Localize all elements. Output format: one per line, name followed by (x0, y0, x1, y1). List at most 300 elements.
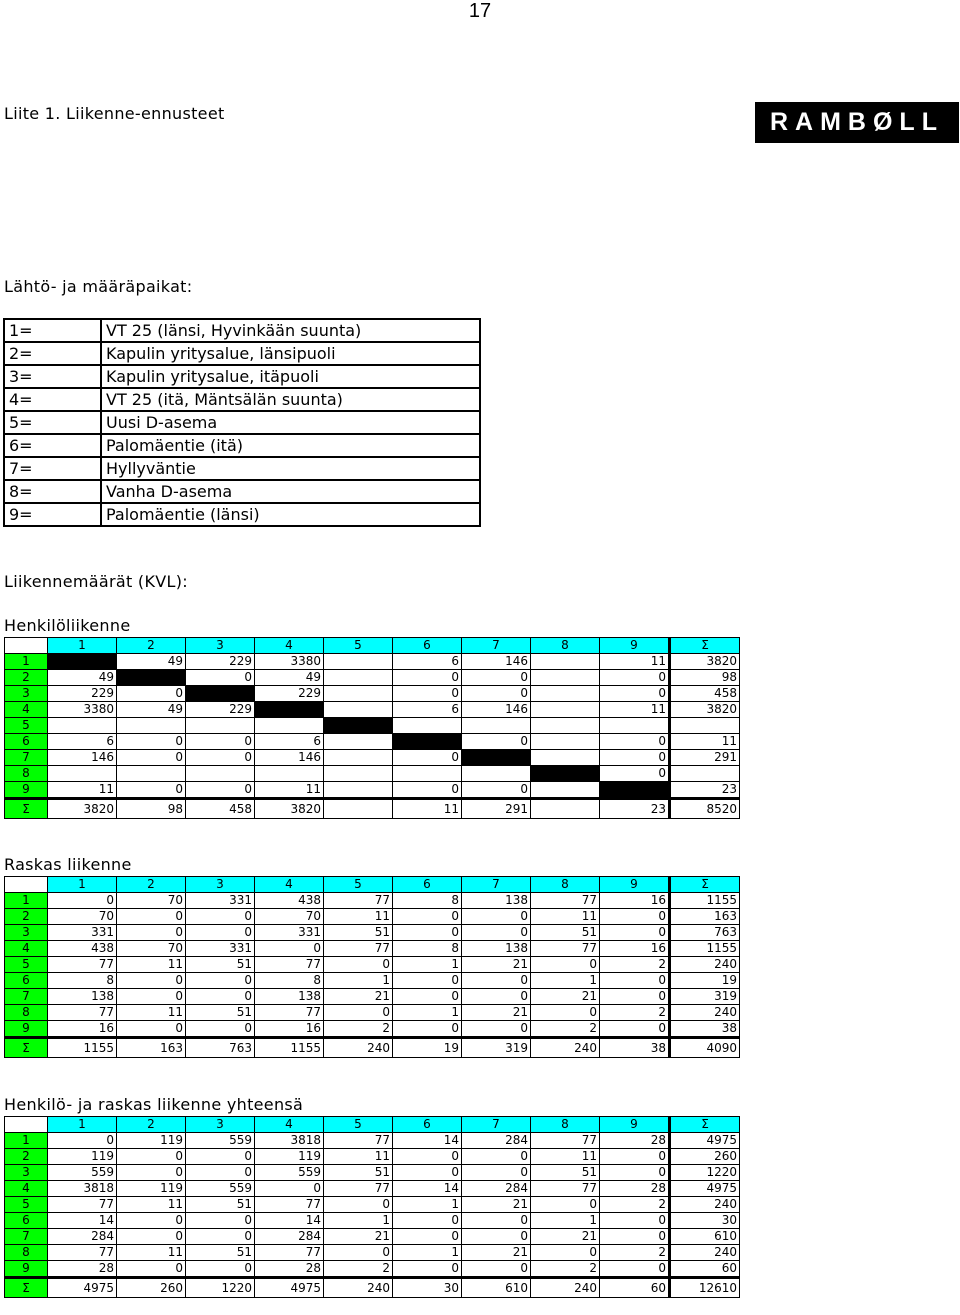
matrix-cell: 49 (117, 654, 186, 670)
matrix-cell: 1 (531, 973, 600, 989)
matrix-cell: 21 (462, 957, 531, 973)
zone-name: Palomäentie (länsi) (101, 503, 480, 526)
matrix-row (5, 1229, 740, 1245)
od-zone-table (3, 318, 481, 527)
matrix-cell: 331 (186, 893, 255, 909)
column-header: Σ (670, 877, 740, 893)
matrix-cell: 0 (600, 1213, 670, 1229)
matrix-cell: 6 (393, 654, 462, 670)
matrix-cell: 0 (600, 670, 670, 686)
matrix-cell: 16 (255, 1021, 324, 1038)
matrix-cell: 11 (600, 702, 670, 718)
matrix-row (5, 925, 740, 941)
matrix-cell: 559 (48, 1165, 117, 1181)
matrix-cell: 0 (600, 1261, 670, 1278)
matrix-cell: 77 (531, 893, 600, 909)
matrix-cell (393, 718, 462, 734)
matrix-cell: 0 (600, 1021, 670, 1038)
diagonal-cell (531, 766, 600, 782)
matrix-cell: 2 (531, 1261, 600, 1278)
matrix-row (5, 1005, 740, 1021)
sum-cell: 291 (462, 799, 531, 819)
row-label: 9 (5, 1261, 48, 1278)
matrix-cell: 11 (670, 734, 740, 750)
matrix-row (5, 1197, 740, 1213)
column-header: 2 (117, 1117, 186, 1133)
matrix-row (5, 1133, 740, 1149)
matrix-cell: 14 (393, 1181, 462, 1197)
matrix-cell (670, 718, 740, 734)
matrix-cell: 0 (186, 1149, 255, 1165)
matrix-cell: 1 (393, 1197, 462, 1213)
row-label: 5 (5, 1197, 48, 1213)
matrix-cell: 1 (393, 1245, 462, 1261)
matrix-cell (48, 718, 117, 734)
matrix-cell: 11 (117, 1005, 186, 1021)
matrix-cell: 0 (462, 973, 531, 989)
matrix-cell: 0 (393, 1021, 462, 1038)
matrix-cell: 14 (255, 1213, 324, 1229)
matrix-cell: 1 (324, 973, 393, 989)
matrix-cell: 0 (186, 782, 255, 799)
row-label: 3 (5, 925, 48, 941)
appendix-title: Liite 1. Liikenne-ennusteet (4, 104, 225, 123)
matrix-cell: 11 (117, 1197, 186, 1213)
zone-number: 7= (4, 457, 101, 480)
matrix-cell: 284 (462, 1133, 531, 1149)
matrix-cell: 2 (531, 1021, 600, 1038)
matrix-cell: 77 (255, 1245, 324, 1261)
matrix-cell (117, 718, 186, 734)
car-traffic-matrix (4, 637, 740, 819)
matrix-cell: 4975 (670, 1181, 740, 1197)
matrix-corner (5, 877, 48, 893)
matrix-cell: 0 (117, 973, 186, 989)
matrix-cell: 77 (531, 941, 600, 957)
matrix-cell: 458 (670, 686, 740, 702)
matrix-cell: 0 (186, 1213, 255, 1229)
matrix-cell: 0 (117, 925, 186, 941)
matrix-cell: 2 (600, 1245, 670, 1261)
row-label: 4 (5, 941, 48, 957)
matrix-cell (531, 686, 600, 702)
matrix-cell: 51 (324, 925, 393, 941)
matrix-cell: 229 (255, 686, 324, 702)
sum-cell: 4090 (670, 1038, 740, 1058)
diagonal-cell (48, 654, 117, 670)
matrix-cell: 51 (186, 1197, 255, 1213)
matrix-cell: 0 (186, 1165, 255, 1181)
volumes-heading: Liikennemäärät (KVL): (4, 572, 188, 591)
zone-number: 1= (4, 319, 101, 342)
matrix-cell: 49 (117, 702, 186, 718)
od-row (4, 503, 480, 526)
matrix-cell: 0 (462, 1229, 531, 1245)
column-header: 9 (600, 877, 670, 893)
matrix-cell: 229 (186, 654, 255, 670)
matrix-cell (255, 718, 324, 734)
page-number: 17 (468, 0, 492, 22)
matrix-cell: 0 (186, 973, 255, 989)
matrix-cell (600, 718, 670, 734)
zone-name: Uusi D-asema (101, 411, 480, 434)
matrix-cell (255, 766, 324, 782)
sum-cell: 260 (117, 1278, 186, 1298)
column-header: 4 (255, 1117, 324, 1133)
row-label: 2 (5, 670, 48, 686)
sum-cell: 3820 (255, 799, 324, 819)
matrix-cell: 0 (531, 1197, 600, 1213)
matrix-row (5, 702, 740, 718)
matrix-cell: 0 (393, 925, 462, 941)
zone-name: VT 25 (länsi, Hyvinkään suunta) (101, 319, 480, 342)
matrix-cell: 0 (462, 1021, 531, 1038)
matrix-cell: 0 (600, 750, 670, 766)
matrix-cell: 60 (670, 1261, 740, 1278)
sum-cell: 19 (393, 1038, 462, 1058)
matrix-cell: 240 (670, 957, 740, 973)
column-header: 4 (255, 638, 324, 654)
matrix-cell: 0 (117, 1261, 186, 1278)
column-header: 7 (462, 638, 531, 654)
matrix-cell: 0 (117, 1229, 186, 1245)
matrix-cell: 3380 (255, 654, 324, 670)
zone-number: 8= (4, 480, 101, 503)
matrix-cell: 0 (186, 989, 255, 1005)
matrix-cell: 8 (255, 973, 324, 989)
matrix-cell (324, 734, 393, 750)
matrix-cell: 30 (670, 1213, 740, 1229)
matrix-cell: 28 (600, 1181, 670, 1197)
matrix-cell: 0 (600, 925, 670, 941)
zone-name: Kapulin yritysalue, länsipuoli (101, 342, 480, 365)
matrix-cell: 77 (48, 957, 117, 973)
matrix-cell: 163 (670, 909, 740, 925)
matrix-cell (324, 654, 393, 670)
matrix-cell: 3818 (48, 1181, 117, 1197)
od-row (4, 434, 480, 457)
matrix-cell: 77 (255, 1005, 324, 1021)
matrix-cell: 0 (393, 973, 462, 989)
matrix-row (5, 1181, 740, 1197)
matrix-row (5, 1149, 740, 1165)
matrix-row (5, 718, 740, 734)
matrix-cell: 1 (531, 1213, 600, 1229)
matrix-cell: 0 (186, 909, 255, 925)
sum-cell: 4975 (48, 1278, 117, 1298)
heavy-traffic-matrix (4, 876, 740, 1058)
row-label: 8 (5, 1005, 48, 1021)
matrix-cell: 610 (670, 1229, 740, 1245)
matrix-cell: 0 (117, 782, 186, 799)
matrix-cell: 0 (600, 909, 670, 925)
matrix-cell: 2 (324, 1261, 393, 1278)
column-header: 6 (393, 877, 462, 893)
matrix-cell: 0 (531, 1005, 600, 1021)
matrix-cell: 77 (531, 1181, 600, 1197)
column-header: 3 (186, 877, 255, 893)
matrix-cell: 0 (462, 989, 531, 1005)
matrix-cell: 1 (324, 1213, 393, 1229)
matrix-cell: 0 (393, 909, 462, 925)
matrix-cell: 146 (462, 702, 531, 718)
matrix-cell: 2 (324, 1021, 393, 1038)
sum-cell: 98 (117, 799, 186, 819)
matrix-cell: 0 (186, 1021, 255, 1038)
matrix-cell: 16 (600, 893, 670, 909)
matrix-cell: 6 (393, 702, 462, 718)
matrix-cell: 21 (324, 989, 393, 1005)
matrix-cell (324, 686, 393, 702)
matrix-cell (670, 766, 740, 782)
od-row (4, 342, 480, 365)
matrix-cell: 0 (462, 1149, 531, 1165)
od-row (4, 365, 480, 388)
sum-cell: 11 (393, 799, 462, 819)
matrix-cell: 0 (186, 734, 255, 750)
sum-cell: 12610 (670, 1278, 740, 1298)
sum-cell: 610 (462, 1278, 531, 1298)
matrix-cell: 0 (255, 1181, 324, 1197)
matrix-cell: 3380 (48, 702, 117, 718)
column-header: 1 (48, 877, 117, 893)
matrix-cell: 77 (324, 1181, 393, 1197)
car-traffic-title: Henkilöliikenne (4, 616, 131, 635)
matrix-cell: 559 (255, 1165, 324, 1181)
matrix-cell: 119 (117, 1133, 186, 1149)
matrix-cell: 77 (324, 893, 393, 909)
matrix-cell: 51 (186, 1245, 255, 1261)
ramboll-logo: RAMBØLL (755, 102, 959, 143)
zone-number: 2= (4, 342, 101, 365)
matrix-cell: 0 (117, 1149, 186, 1165)
column-header: 2 (117, 638, 186, 654)
matrix-cell: 438 (48, 941, 117, 957)
zone-name: Hyllyväntie (101, 457, 480, 480)
matrix-cell: 77 (324, 1133, 393, 1149)
od-heading: Lähtö- ja määräpaikat: (4, 277, 193, 296)
column-header: 7 (462, 877, 531, 893)
column-header: 2 (117, 877, 186, 893)
matrix-cell: 0 (393, 1229, 462, 1245)
matrix-cell: 0 (600, 1149, 670, 1165)
sum-row (5, 1038, 740, 1058)
sum-cell: 163 (117, 1038, 186, 1058)
matrix-cell (531, 702, 600, 718)
matrix-cell: 0 (117, 686, 186, 702)
matrix-cell: 331 (48, 925, 117, 941)
matrix-cell: 6 (48, 734, 117, 750)
diagonal-cell (393, 734, 462, 750)
matrix-cell: 319 (670, 989, 740, 1005)
sum-cell: 4975 (255, 1278, 324, 1298)
matrix-cell: 284 (48, 1229, 117, 1245)
matrix-cell: 3820 (670, 702, 740, 718)
matrix-cell: 229 (48, 686, 117, 702)
matrix-cell: 49 (255, 670, 324, 686)
matrix-cell: 0 (324, 1005, 393, 1021)
column-header: 4 (255, 877, 324, 893)
matrix-cell: 2 (600, 957, 670, 973)
matrix-cell: 21 (531, 1229, 600, 1245)
matrix-cell: 0 (462, 686, 531, 702)
row-label: 4 (5, 1181, 48, 1197)
matrix-cell (531, 654, 600, 670)
od-row (4, 411, 480, 434)
matrix-cell: 0 (393, 782, 462, 799)
matrix-cell: 0 (462, 670, 531, 686)
sum-cell: 1220 (186, 1278, 255, 1298)
zone-number: 4= (4, 388, 101, 411)
matrix-cell: 0 (117, 989, 186, 1005)
matrix-cell: 284 (255, 1229, 324, 1245)
diagonal-cell (324, 718, 393, 734)
matrix-cell: 0 (393, 1261, 462, 1278)
matrix-cell: 138 (462, 893, 531, 909)
matrix-cell: 11 (255, 782, 324, 799)
sum-cell: 319 (462, 1038, 531, 1058)
matrix-cell: 0 (600, 1229, 670, 1245)
matrix-cell (324, 750, 393, 766)
matrix-cell (531, 750, 600, 766)
od-row (4, 457, 480, 480)
matrix-cell: 16 (48, 1021, 117, 1038)
matrix-cell: 51 (186, 1005, 255, 1021)
matrix-cell: 70 (117, 941, 186, 957)
matrix-cell: 11 (531, 909, 600, 925)
matrix-cell: 11 (324, 909, 393, 925)
matrix-cell: 0 (462, 782, 531, 799)
matrix-cell: 0 (186, 1261, 255, 1278)
row-label: 2 (5, 1149, 48, 1165)
matrix-cell: 0 (186, 1229, 255, 1245)
sum-label: Σ (5, 1278, 48, 1298)
sum-label: Σ (5, 799, 48, 819)
matrix-cell (531, 718, 600, 734)
matrix-cell: 77 (255, 957, 324, 973)
matrix-cell: 229 (186, 702, 255, 718)
column-header: 8 (531, 1117, 600, 1133)
matrix-cell: 0 (393, 1149, 462, 1165)
sum-cell (324, 799, 393, 819)
matrix-cell: 1 (393, 1005, 462, 1021)
matrix-corner (5, 1117, 48, 1133)
matrix-cell (531, 670, 600, 686)
column-header: 8 (531, 638, 600, 654)
matrix-cell: 19 (670, 973, 740, 989)
matrix-cell: 70 (255, 909, 324, 925)
zone-number: 9= (4, 503, 101, 526)
column-header: 9 (600, 638, 670, 654)
matrix-cell: 21 (462, 1005, 531, 1021)
column-header: 9 (600, 1117, 670, 1133)
matrix-cell: 119 (117, 1181, 186, 1197)
matrix-cell (531, 782, 600, 799)
matrix-cell: 0 (186, 670, 255, 686)
matrix-cell: 51 (531, 1165, 600, 1181)
row-label: 8 (5, 766, 48, 782)
diagonal-cell (600, 782, 670, 799)
matrix-cell: 138 (462, 941, 531, 957)
matrix-cell: 77 (255, 1197, 324, 1213)
matrix-cell (48, 766, 117, 782)
matrix-cell: 11 (48, 782, 117, 799)
matrix-cell: 0 (531, 957, 600, 973)
sum-cell: 23 (600, 799, 670, 819)
matrix-cell: 1155 (670, 893, 740, 909)
sum-row (5, 799, 740, 819)
matrix-cell: 146 (255, 750, 324, 766)
sum-cell: 240 (531, 1038, 600, 1058)
row-label: 5 (5, 957, 48, 973)
matrix-cell: 1155 (670, 941, 740, 957)
matrix-cell: 0 (600, 1165, 670, 1181)
matrix-cell: 21 (324, 1229, 393, 1245)
matrix-cell: 146 (462, 654, 531, 670)
matrix-cell: 1220 (670, 1165, 740, 1181)
column-header: 8 (531, 877, 600, 893)
row-label: 8 (5, 1245, 48, 1261)
matrix-cell: 8 (48, 973, 117, 989)
matrix-cell: 331 (255, 925, 324, 941)
zone-number: 6= (4, 434, 101, 457)
total-traffic-matrix (4, 1116, 740, 1298)
matrix-cell (531, 734, 600, 750)
matrix-cell: 77 (531, 1133, 600, 1149)
matrix-cell: 21 (462, 1197, 531, 1213)
matrix-cell: 0 (186, 925, 255, 941)
matrix-cell (186, 718, 255, 734)
matrix-header-row (5, 1117, 740, 1133)
matrix-cell: 4975 (670, 1133, 740, 1149)
matrix-cell: 51 (186, 957, 255, 973)
total-traffic-title: Henkilö- ja raskas liikenne yhteensä (4, 1095, 304, 1114)
matrix-cell (186, 766, 255, 782)
row-label: 1 (5, 893, 48, 909)
matrix-cell: 6 (255, 734, 324, 750)
matrix-cell: 260 (670, 1149, 740, 1165)
row-label: 2 (5, 909, 48, 925)
sum-cell: 60 (600, 1278, 670, 1298)
matrix-cell: 0 (462, 909, 531, 925)
matrix-cell: 0 (117, 1165, 186, 1181)
column-header: 5 (324, 1117, 393, 1133)
matrix-cell: 331 (186, 941, 255, 957)
row-label: 3 (5, 686, 48, 702)
matrix-row (5, 909, 740, 925)
matrix-cell: 0 (324, 957, 393, 973)
matrix-cell: 0 (462, 1213, 531, 1229)
column-header: Σ (670, 1117, 740, 1133)
matrix-cell: 0 (393, 686, 462, 702)
row-label: 7 (5, 750, 48, 766)
matrix-cell: 559 (186, 1133, 255, 1149)
zone-name: VT 25 (itä, Mäntsälän suunta) (101, 388, 480, 411)
sum-label: Σ (5, 1038, 48, 1058)
zone-name: Palomäentie (itä) (101, 434, 480, 457)
matrix-cell: 28 (600, 1133, 670, 1149)
matrix-cell: 16 (600, 941, 670, 957)
matrix-cell: 14 (48, 1213, 117, 1229)
column-header: 7 (462, 1117, 531, 1133)
matrix-cell: 0 (462, 734, 531, 750)
matrix-cell: 0 (393, 1213, 462, 1229)
sum-cell: 1155 (48, 1038, 117, 1058)
sum-cell: 763 (186, 1038, 255, 1058)
matrix-cell: 119 (255, 1149, 324, 1165)
matrix-cell: 38 (670, 1021, 740, 1038)
row-label: 7 (5, 1229, 48, 1245)
